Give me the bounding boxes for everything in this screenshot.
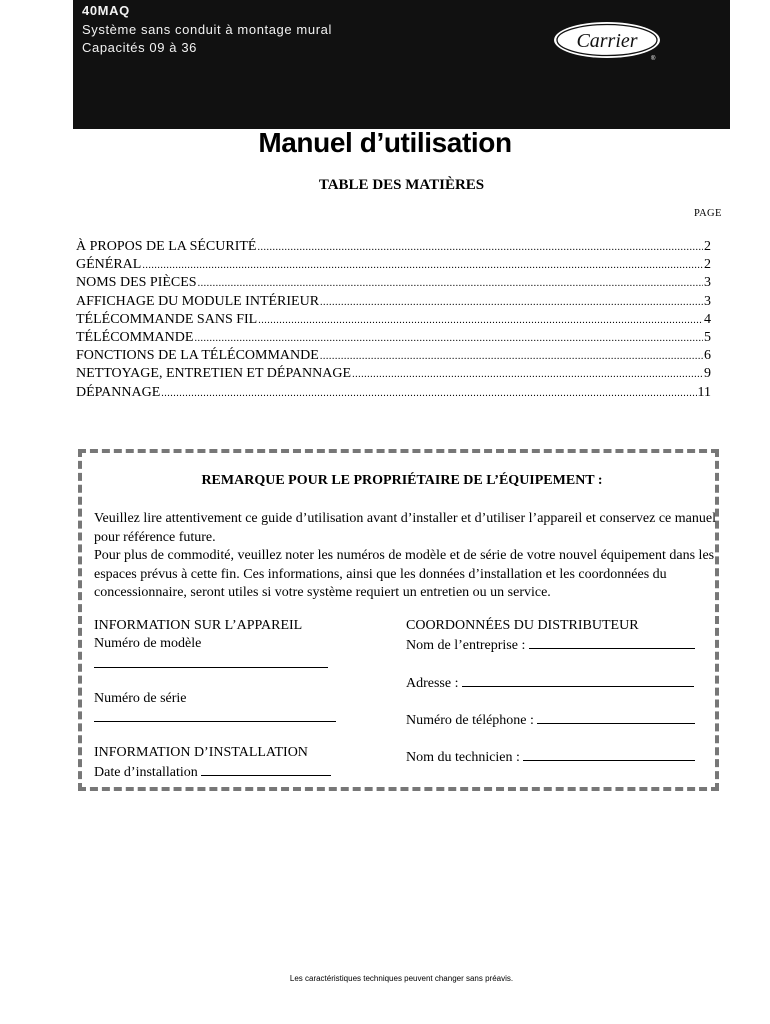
note-body [94, 510, 719, 603]
appliance-heading: INFORMATION SUR L’APPAREIL [94, 618, 303, 633]
toc-item-general[interactable] [76, 257, 711, 275]
toc-label: À PROPOS DE LA SÉCURITÉ [76, 239, 257, 254]
note-title: REMARQUE POUR LE PROPRIÉTAIRE DE L’ÉQUIPEMENT : [201, 473, 603, 488]
toc-page: 5 [704, 329, 711, 345]
phone-label: Numéro de téléphone : [406, 712, 534, 728]
toc-label: GÉNÉRAL [76, 257, 142, 273]
installation-date-label: Date d’installation [94, 765, 198, 781]
page-title: Manuel d’utilisation [258, 127, 512, 158]
logo-registered: ® [651, 56, 656, 62]
toc-item-indoor-display[interactable] [76, 294, 711, 312]
toc-label: NETTOYAGE, ENTRETIEN ET DÉPANNAGE [76, 366, 352, 382]
toc-item-remote[interactable] [76, 330, 711, 348]
toc-item-parts[interactable] [76, 275, 711, 293]
address-line[interactable] [462, 673, 694, 687]
company-name-line[interactable] [529, 635, 695, 649]
toc-heading: TABLE DES MATIÈRES [318, 177, 485, 193]
installation-date-line[interactable] [201, 762, 331, 776]
toc-page: 4 [704, 311, 711, 327]
toc-label: FONCTIONS DE LA TÉLÉCOMMANDE [76, 348, 319, 364]
toc-page: 3 [704, 293, 711, 309]
toc-item-troubleshooting[interactable] [76, 385, 711, 403]
model-number-line[interactable] [94, 654, 328, 668]
toc-label: AFFICHAGE DU MODULE INTÉRIEUR [76, 293, 320, 309]
capacities: Capacités 09 à 36 [82, 40, 197, 55]
toc-leader [257, 242, 703, 253]
header-banner [73, 0, 730, 129]
phone-line[interactable] [537, 710, 695, 724]
model-number-label: Numéro de modèle [94, 636, 202, 652]
technician-line[interactable] [523, 747, 695, 761]
toc-leader [258, 315, 703, 326]
address-label: Adresse : [406, 675, 459, 691]
toc-item-cleaning[interactable] [76, 366, 711, 384]
installation-heading: INFORMATION D’INSTALLATION [94, 745, 308, 760]
toc-page: 2 [704, 239, 711, 254]
toc-leader [198, 278, 703, 289]
model-code: 40MAQ [82, 3, 130, 18]
system-description: Système sans conduit à montage mural [82, 22, 332, 37]
logo-text: Carrier [576, 30, 638, 52]
installation-info [94, 744, 331, 783]
toc-page: 3 [704, 275, 711, 291]
toc-leader [352, 369, 703, 380]
toc-leader [194, 333, 703, 344]
toc-page: 2 [704, 257, 711, 273]
toc-leader [142, 260, 703, 271]
appliance-info [94, 617, 336, 728]
toc-leader [320, 351, 703, 362]
toc-item-safety[interactable] [76, 239, 711, 257]
note-paragraph: Pour plus de commodité, veuillez noter les numéros de modèle et de série de votre nouvel équipement dans les espaces prévus à cette fin. Ces informations, ainsi que les données d’installation et les coordonnées du concessionnaire, seront utiles si votre système requiert un entretien ou un service. [94, 548, 715, 600]
distributor-heading: COORDONNÉES DU DISTRIBUTEUR [406, 618, 639, 633]
company-name-label: Nom de l’entreprise : [406, 638, 526, 654]
toc-label: NOMS DES PIÈCES [76, 275, 197, 291]
technician-label: Nom du technicien : [406, 750, 520, 766]
toc-page-label: PAGE [694, 208, 722, 219]
serial-number-label: Numéro de série [94, 690, 187, 706]
distributor-info [406, 617, 695, 767]
footer-disclaimer: Les caractéristiques techniques peuvent changer sans préavis. [289, 974, 514, 983]
toc-label: DÉPANNAGE [76, 384, 161, 400]
toc-leader [161, 388, 696, 399]
toc-page: 9 [704, 366, 711, 382]
toc-label: TÉLÉCOMMANDE [76, 329, 194, 345]
toc-item-wireless-remote[interactable] [76, 312, 711, 330]
table-of-contents [76, 239, 711, 403]
toc-label: TÉLÉCOMMANDE SANS FIL [76, 311, 258, 327]
toc-item-remote-functions[interactable] [76, 348, 711, 366]
carrier-logo [551, 18, 665, 64]
toc-leader [320, 297, 703, 308]
note-paragraph: Veuillez lire attentivement ce guide d’utilisation avant d’installer et d’utiliser l’appareil et conservez ce manuel pour référence future. [94, 511, 716, 545]
serial-number-line[interactable] [94, 708, 336, 722]
toc-page: 11 [697, 384, 711, 400]
toc-page: 6 [704, 348, 711, 364]
